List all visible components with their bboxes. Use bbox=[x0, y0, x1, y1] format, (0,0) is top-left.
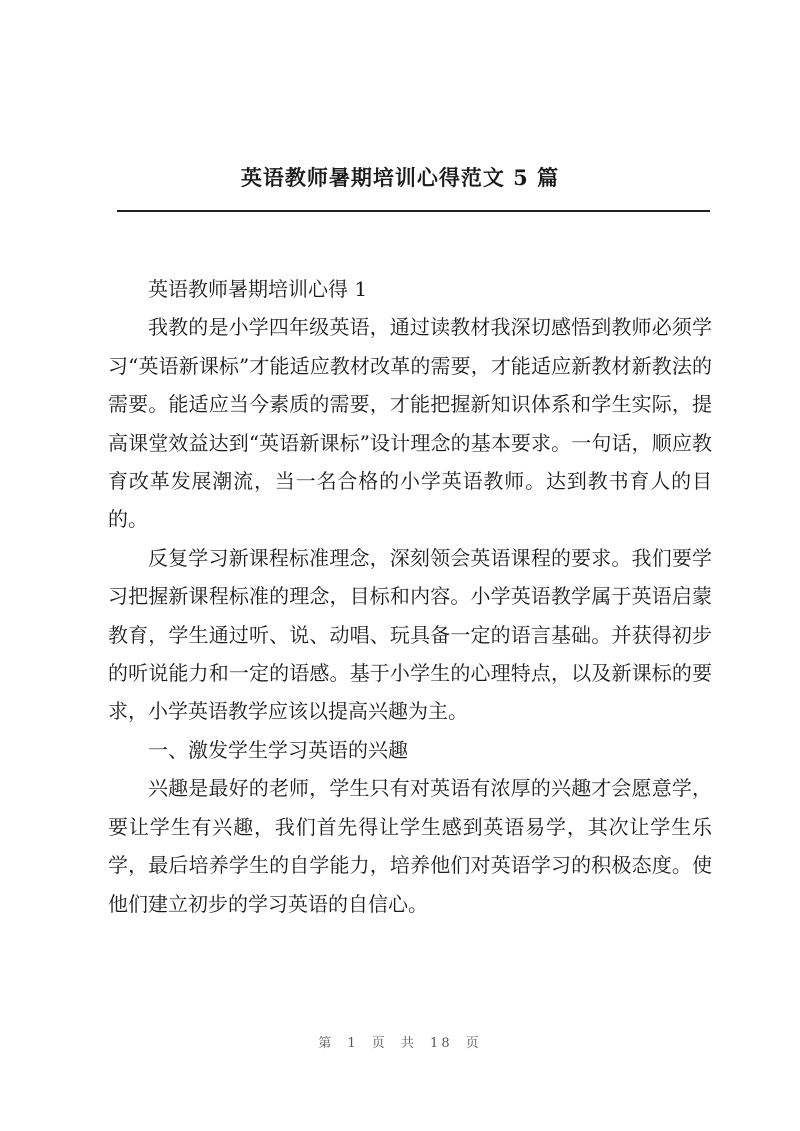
section-heading: 英语教师暑期培训心得 1 bbox=[148, 277, 368, 301]
subsection-heading: 一、激发学生学习英语的兴趣 bbox=[148, 737, 408, 762]
body-paragraph: 反复学习新课程标准理念，深刻领会英语课程的要求。我们要学习把握新课程标准的理念，目标和内容。小学英语教学属于英语启蒙教育，学生通过听、说、动唱、玩具备一定的语言基础。并获得初步的听说能力和一定的语感。基于小学生的心理特点，以及新课标的要求，小学英语教学应该以提高兴趣为主。 bbox=[108, 545, 712, 724]
body-paragraph: 我教的是小学四年级英语，通过读教材我深切感悟到教师必须学习“英语新课标”才能适应教材改革的需要，才能适应新教材新教法的需要。能适应当今素质的需要，才能把握新知识体系和学生实际，提高课堂效益达到“英语新课标”设计理念的基本要求。一句话，顺应教育改革发展潮流，当一名合格的小学英语教师。达到教书育人的目的。 bbox=[108, 315, 712, 532]
body-paragraph: 兴趣是最好的老师，学生只有对英语有浓厚的兴趣才会愿意学，要让学生有兴趣，我们首先得让学生感到英语易学，其次让学生乐学，最后培养学生的自学能力，培养他们对英语学习的积极态度。使他们建立初步的学习英语的自信心。 bbox=[108, 776, 712, 916]
page-title: 英语教师暑期培训心得范文 5 篇 bbox=[240, 165, 560, 190]
document-body bbox=[108, 270, 712, 923]
page-number-footer: 第 1 页 共 18 页 bbox=[318, 1036, 482, 1051]
title-divider bbox=[117, 210, 710, 212]
